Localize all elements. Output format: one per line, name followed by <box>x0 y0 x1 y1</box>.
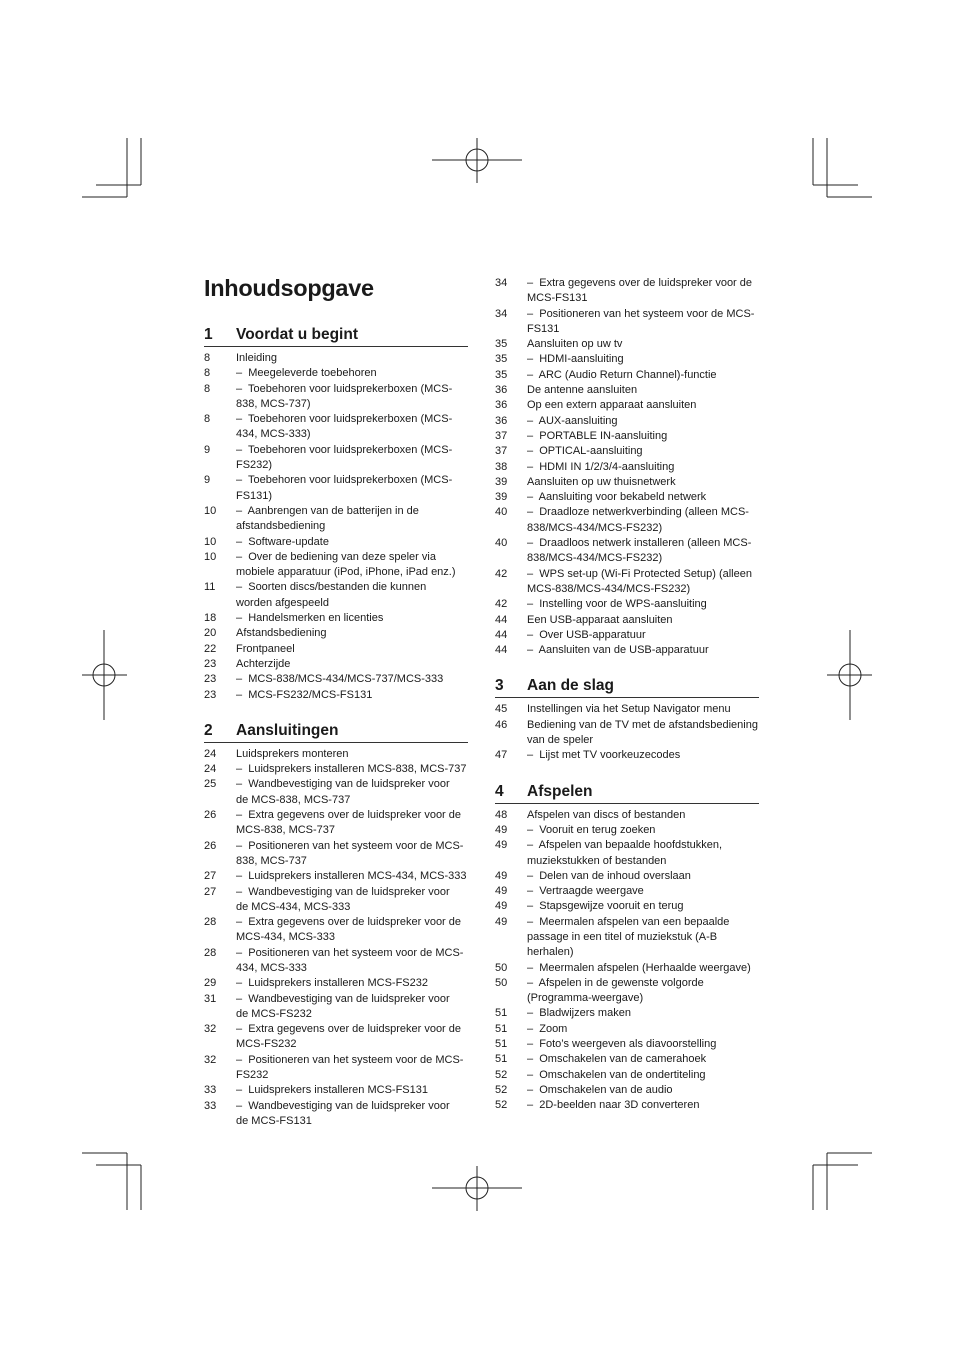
toc-entry <box>495 505 759 536</box>
toc-entry <box>204 808 468 839</box>
toc-section <box>204 320 468 703</box>
toc-entry <box>495 1052 759 1067</box>
toc-page-number: 46 <box>495 718 508 731</box>
toc-entry-text: De antenne aansluiten <box>527 384 638 397</box>
toc-entry <box>204 976 468 991</box>
toc-entry <box>204 351 468 366</box>
toc-entry <box>204 672 468 687</box>
toc-page-number: 36 <box>495 384 508 397</box>
toc-page-number: 33 <box>204 1084 217 1097</box>
toc-entry-text: – Meermalen afspelen van een bepaalde passage in een titel of muziekstuk (A-B herhalen) <box>527 915 730 959</box>
toc-section <box>495 671 759 763</box>
toc-entry <box>204 762 468 777</box>
toc-entry <box>495 490 759 505</box>
toc-page-number: 49 <box>495 839 508 852</box>
toc-page-number: 35 <box>495 338 508 351</box>
toc-page-number: 42 <box>495 567 508 580</box>
toc-entry-text: – 2D-beelden naar 3D converteren <box>527 1099 700 1112</box>
toc-entry-text: – Omschakelen van de ondertiteling <box>527 1068 706 1081</box>
toc-entry-text: Aansluiten op uw tv <box>527 338 623 351</box>
section-title: Aan de slag <box>527 677 614 695</box>
toc-page-number: 49 <box>495 885 508 898</box>
section-number: 2 <box>204 721 213 739</box>
toc-entry <box>495 597 759 612</box>
toc-entry <box>495 444 759 459</box>
section-number: 4 <box>495 782 504 800</box>
toc-entry-text: – Instelling voor de WPS-aansluiting <box>527 598 707 611</box>
toc-entry <box>204 869 468 884</box>
toc-page-number: 32 <box>204 1023 217 1036</box>
toc-entry <box>204 747 468 762</box>
toc-page-number: 20 <box>204 627 217 640</box>
toc-entry <box>495 1022 759 1037</box>
toc-entry-text: – Stapsgewijze vooruit en terug <box>527 900 684 913</box>
toc-sections <box>495 671 759 1113</box>
toc-entry-text: – Over de bediening van deze speler via mobiele apparatuur (iPod, iPhone, iPad enz.) <box>236 550 456 579</box>
toc-entry <box>495 307 759 338</box>
toc-page-number: 26 <box>204 809 217 822</box>
toc-page-number: 11 <box>204 581 216 594</box>
toc-entry <box>204 642 468 657</box>
toc-page-number: 8 <box>204 367 211 380</box>
section-title: Voordat u begint <box>236 326 358 343</box>
toc-entry-text: – Extra gegevens over de luidspreker voor de MCS-434, MCS-333 <box>236 916 462 944</box>
toc-page-number: 40 <box>495 537 508 550</box>
page-title: Inhoudsopgave <box>204 275 374 301</box>
toc-entry <box>495 567 759 598</box>
toc-entry <box>495 748 759 763</box>
toc-page-number: 50 <box>495 961 508 974</box>
toc-page-number: 45 <box>495 703 508 716</box>
toc-page-number: 37 <box>495 429 508 442</box>
toc-entry <box>495 899 759 914</box>
toc-entry-text: – Luidsprekers installeren MCS-FS232 <box>236 977 428 990</box>
toc-page-number: 29 <box>204 977 217 990</box>
toc-entry-text: Luidsprekers monteren <box>236 747 349 760</box>
toc-entry <box>204 946 468 977</box>
toc-entry-text: – Omschakelen van de camerahoek <box>527 1053 707 1066</box>
toc-entry-text: – Delen van de inhoud overslaan <box>527 869 691 882</box>
toc-entry-text: – Toebehoren voor luidsprekerboxen (MCS- FS131) <box>236 474 453 502</box>
toc-left-column <box>204 320 468 1142</box>
section-heading <box>204 320 468 347</box>
toc-page-number: 51 <box>495 1022 508 1035</box>
toc-entry <box>204 992 468 1023</box>
toc-entry <box>204 504 468 535</box>
toc-entry-text: – Aansluiten van de USB-apparatuur <box>527 644 709 657</box>
toc-page-number: 23 <box>204 673 217 686</box>
toc-entry-text: – Toebehoren voor luidsprekerboxen (MCS- 434, MCS-333) <box>236 413 453 441</box>
toc-page-number: 34 <box>495 277 508 289</box>
toc-entry <box>204 657 468 672</box>
toc-entry-text: – Software-update <box>236 535 329 548</box>
toc-page-number: 10 <box>204 504 217 517</box>
toc-entry-text: – Extra gegevens over de luidspreker voor de MCS-FS232 <box>236 1023 462 1051</box>
toc-page-number: 27 <box>204 870 217 883</box>
toc-entry-text: – Soorten discs/bestanden die kunnen worden afgespeeld <box>236 581 427 609</box>
toc-entry-text: Aansluiten op uw thuisnetwerk <box>527 475 676 488</box>
section-heading <box>204 716 468 743</box>
toc-page-number: 40 <box>495 506 508 519</box>
toc-page-number: 35 <box>495 353 508 366</box>
toc-entry <box>495 718 759 749</box>
toc-entry-text: – Over USB-apparatuur <box>527 628 646 641</box>
toc-page-number: 32 <box>204 1053 217 1066</box>
toc-page-number: 49 <box>495 869 508 882</box>
toc-entry-text: Afspelen van discs of bestanden <box>527 808 686 821</box>
toc-page-number: 52 <box>495 1099 508 1112</box>
toc-entry <box>495 808 759 823</box>
toc-page-number: 28 <box>204 916 217 929</box>
toc-page-number: 22 <box>204 642 217 655</box>
toc-entry <box>495 884 759 899</box>
toc-entry <box>495 337 759 352</box>
toc-entry-text: – Wandbevestiging van de luidspreker voor de MCS-838, MCS-737 <box>236 778 450 806</box>
toc-entry-text: – HDMI IN 1/2/3/4-aansluiting <box>527 460 675 473</box>
toc-entry-text: – Positioneren van het systeem voor de MCS- FS232 <box>236 1053 464 1082</box>
toc-entry-text: – Positioneren van het systeem voor de MCS- 434, MCS-333 <box>236 946 464 974</box>
toc-entry-text: – Toebehoren voor luidsprekerboxen (MCS- FS232) <box>236 443 453 472</box>
toc-entry <box>204 1083 468 1098</box>
toc-page-number: 26 <box>204 839 217 852</box>
section-heading <box>495 777 759 804</box>
section-heading <box>495 671 759 698</box>
toc-page-number: 33 <box>204 1099 217 1112</box>
toc-page-number: 42 <box>495 598 508 611</box>
toc-page-number: 8 <box>204 352 211 364</box>
toc-page-number: 37 <box>495 445 508 458</box>
section-title: Aansluitingen <box>236 721 339 739</box>
toc-page-number: 49 <box>495 915 508 928</box>
toc-page-number: 44 <box>495 628 508 641</box>
toc-sections <box>204 320 468 1129</box>
toc-entry <box>495 475 759 490</box>
toc-entry-text: – ARC (Audio Return Channel)-functie <box>527 368 717 381</box>
section-number: 1 <box>204 326 213 343</box>
toc-entry-text: – Positioneren van het systeem voor de MCS- 838, MCS-737 <box>236 839 464 867</box>
toc-entry <box>204 550 468 581</box>
toc-entry-text: – Lijst met TV voorkeuzecodes <box>527 749 681 762</box>
toc-entry <box>495 628 759 643</box>
toc-entry <box>495 915 759 961</box>
toc-entry <box>495 398 759 413</box>
toc-entry <box>204 1053 468 1084</box>
toc-entry-text: – MCS-FS232/MCS-FS131 <box>236 688 373 701</box>
toc-page-number: 49 <box>495 900 508 913</box>
toc-entry-text: Op een extern apparaat aansluiten <box>527 399 697 412</box>
toc-entry <box>495 613 759 628</box>
toc-entry-text: – Extra gegevens over de luidspreker voor de MCS-838, MCS-737 <box>236 809 462 837</box>
toc-page-number: 28 <box>204 946 217 959</box>
toc-page-number: 10 <box>204 550 217 563</box>
toc-entry-text: – HDMI-aansluiting <box>527 353 624 366</box>
toc-page-number: 9 <box>204 443 211 456</box>
toc-continued-entries <box>495 276 759 658</box>
toc-entry-text: – Bladwijzers maken <box>527 1007 631 1020</box>
toc-section <box>204 716 468 1129</box>
toc-page-number: 25 <box>204 778 217 791</box>
toc-entry <box>204 366 468 381</box>
toc-entry <box>495 1098 759 1113</box>
toc-entry <box>204 535 468 550</box>
toc-entry-text: – Meegeleverde toebehoren <box>236 367 377 380</box>
toc-entry-text: – Aansluiting voor bekabeld netwerk <box>527 491 707 504</box>
toc-page-number: 51 <box>495 1038 508 1051</box>
toc-entry-text: – Foto’s weergeven als diavoorstelling <box>527 1038 717 1051</box>
toc-entry-text: – Wandbevestiging van de luidspreker voor de MCS-FS131 <box>236 1099 450 1127</box>
toc-entry-text: – Omschakelen van de audio <box>527 1083 673 1096</box>
toc-entry <box>495 1083 759 1098</box>
toc-page-number: 18 <box>204 612 217 625</box>
toc-page-number: 36 <box>495 399 508 412</box>
toc-entry-text: – Afspelen in de gewenste volgorde (Programma-weergave) <box>527 976 704 1005</box>
toc-entry-text: – Extra gegevens over de luidspreker voor de MCS-FS131 <box>527 277 753 305</box>
toc-section <box>495 777 759 1114</box>
toc-entry-text: – Luidsprekers installeren MCS-838, MCS-737 <box>236 763 467 776</box>
toc-entry <box>495 276 759 307</box>
toc-entry-text: – Handelsmerken en licenties <box>236 612 384 625</box>
toc-entry-text: – Draadloze netwerkverbinding (alleen MCS- 838/MCS-434/MCS-FS232) <box>527 506 749 534</box>
toc-entry <box>204 1099 468 1130</box>
toc-entry <box>204 443 468 474</box>
toc-entry <box>495 702 759 717</box>
toc-entry-text: – Vooruit en terug zoeken <box>527 823 656 836</box>
toc-page-number: 35 <box>495 368 508 381</box>
toc-entry-text: – Zoom <box>527 1022 568 1035</box>
toc-entry <box>204 777 468 808</box>
toc-entry-text: Afstandsbediening <box>236 627 327 640</box>
toc-page-number: 23 <box>204 657 217 670</box>
toc-entry-text: Achterzijde <box>236 657 291 670</box>
toc-entry <box>495 1068 759 1083</box>
toc-page-number: 24 <box>204 747 217 760</box>
toc-entry <box>495 976 759 1007</box>
toc-entry-text: Inleiding <box>236 352 277 364</box>
toc-entry-text: – OPTICAL-aansluiting <box>527 445 643 458</box>
toc-entry-text: Instellingen via het Setup Navigator menu <box>527 703 731 716</box>
toc-entry <box>495 414 759 429</box>
toc-page-number: 23 <box>204 688 217 701</box>
toc-entry <box>495 352 759 367</box>
toc-entry <box>495 536 759 567</box>
toc-entry <box>495 368 759 383</box>
toc-page-number: 47 <box>495 749 508 762</box>
toc-entry <box>495 869 759 884</box>
toc-page-number: 31 <box>204 992 217 1005</box>
toc-page-number: 48 <box>495 808 508 821</box>
toc-entry-text: – PORTABLE IN-aansluiting <box>527 429 668 442</box>
section-number: 3 <box>495 677 504 695</box>
toc-entry <box>495 383 759 398</box>
toc-entry <box>204 412 468 443</box>
toc-page-number: 27 <box>204 885 217 898</box>
toc-entry <box>204 688 468 703</box>
toc-page-number: 51 <box>495 1007 508 1020</box>
toc-entry <box>495 1006 759 1021</box>
toc-page-number: 38 <box>495 460 508 473</box>
toc-entry-text: – Positioneren van het systeem voor de MCS- FS131 <box>527 307 755 335</box>
toc-right-column <box>495 276 759 1127</box>
toc-entry <box>204 382 468 413</box>
toc-entry-text: – Wandbevestiging van de luidspreker voor de MCS-FS232 <box>236 992 450 1020</box>
toc-entry <box>495 429 759 444</box>
toc-entry-text: – Luidsprekers installeren MCS-FS131 <box>236 1084 428 1097</box>
toc-entry <box>204 580 468 611</box>
toc-page-number: 52 <box>495 1068 508 1081</box>
toc-entry-text: – Aanbrengen van de batterijen in de afstandsbediening <box>236 504 419 533</box>
toc-page-number: 34 <box>495 307 508 320</box>
toc-entry <box>204 611 468 626</box>
toc-entry <box>495 961 759 976</box>
toc-page-number: 8 <box>204 413 211 426</box>
toc-entry-text: Bediening van de TV met de afstandsbediening van de speler <box>527 718 758 747</box>
toc-page-number: 9 <box>204 474 211 487</box>
toc-entry <box>495 643 759 658</box>
toc-entry-text: – Draadloos netwerk installeren (alleen MCS- 838/MCS-434/MCS-FS232) <box>527 537 752 565</box>
toc-entry <box>204 915 468 946</box>
toc-entry-text: – WPS set-up (Wi-Fi Protected Setup) (alleen MCS-838/MCS-434/MCS-FS232) <box>527 567 752 595</box>
toc-entry-text: – AUX-aansluiting <box>527 414 618 427</box>
toc-entry <box>204 1022 468 1053</box>
toc-page-number: 51 <box>495 1053 508 1066</box>
toc-page-number: 44 <box>495 613 508 626</box>
toc-page-number: 39 <box>495 475 508 488</box>
toc-page-number: 44 <box>495 644 508 657</box>
toc-page-number: 49 <box>495 823 508 836</box>
toc-page-number: 52 <box>495 1083 508 1096</box>
toc-entry-text: – Afspelen van bepaalde hoofdstukken, muziekstukken of bestanden <box>527 839 723 867</box>
section-title: Afspelen <box>527 782 593 800</box>
toc-entry <box>204 885 468 916</box>
toc-entry-text: – Vertraagde weergave <box>527 885 644 898</box>
toc-entry-text: – Meermalen afspelen (Herhaalde weergave) <box>527 961 751 974</box>
toc-entry <box>495 823 759 838</box>
toc-page-number: 50 <box>495 976 508 989</box>
toc-page-number: 36 <box>495 414 508 427</box>
toc-entry <box>204 839 468 870</box>
toc-entry <box>495 460 759 475</box>
toc-entry-text: Een USB-apparaat aansluiten <box>527 613 673 626</box>
toc-entry-text: – MCS-838/MCS-434/MCS-737/MCS-333 <box>236 673 444 686</box>
toc-page-number: 8 <box>204 382 211 395</box>
toc-entry-text: Frontpaneel <box>236 642 295 655</box>
toc-page-number: 24 <box>204 763 217 776</box>
toc-entry <box>495 1037 759 1052</box>
toc-entry-text: – Toebehoren voor luidsprekerboxen (MCS- 838, MCS-737) <box>236 382 453 410</box>
toc-page-number: 10 <box>204 535 217 548</box>
toc-entry <box>495 838 759 869</box>
toc-page-number: 39 <box>495 491 508 504</box>
toc-entry-text: – Wandbevestiging van de luidspreker voor de MCS-434, MCS-333 <box>236 885 450 913</box>
toc-entry <box>204 473 468 504</box>
toc-entry <box>204 626 468 641</box>
toc-entry-text: – Luidsprekers installeren MCS-434, MCS-333 <box>236 870 467 883</box>
